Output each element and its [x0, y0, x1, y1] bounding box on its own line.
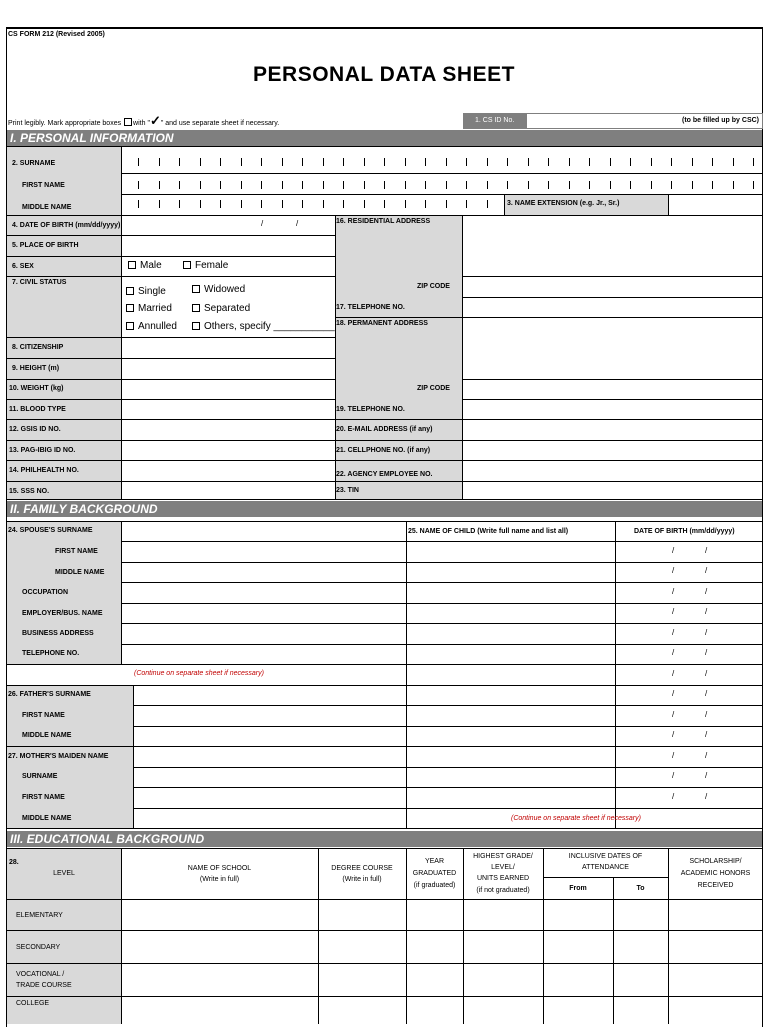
weight-field[interactable]	[122, 380, 335, 399]
section-family-background: II. FAMILY BACKGROUND	[7, 501, 762, 517]
label-height: 9. HEIGHT (m)	[12, 365, 60, 372]
label-zip-1: ZIP CODE	[417, 283, 450, 290]
email-field[interactable]	[463, 420, 763, 440]
label-occupation: OCCUPATION	[22, 589, 69, 596]
label-first-name: FIRST NAME	[22, 182, 65, 189]
checkbox-icon	[126, 322, 134, 330]
edu-inclusive-1: INCLUSIVE DATES OF	[568, 853, 643, 860]
edu-number: 28.	[9, 859, 19, 866]
child-name-header: 25. NAME OF CHILD (Write full name and list all)	[408, 528, 569, 535]
gsis-field[interactable]	[122, 420, 335, 440]
edu-degree-header: DEGREE COURSE	[331, 865, 393, 872]
edu-year-header-2: GRADUATED	[412, 870, 457, 877]
date-slash: /	[705, 628, 708, 637]
csc-note: (to be filled up by CSC)	[682, 117, 759, 124]
date-slash: /	[672, 792, 675, 801]
label-surname: 2. SURNAME	[12, 160, 56, 167]
checkbox-icon	[126, 287, 134, 295]
page-title: PERSONAL DATA SHEET	[253, 63, 515, 86]
pagibig-field[interactable]	[122, 441, 335, 460]
label-column-right	[335, 215, 462, 499]
date-slash: /	[705, 689, 708, 698]
checkbox-icon	[192, 322, 200, 330]
label-dob: 4. DATE OF BIRTH (mm/dd/yyyy)	[12, 222, 121, 229]
instruction-post: " and use separate sheet if necessary.	[160, 120, 280, 127]
label-spouse-surname: 24. SPOUSE'S SURNAME	[8, 527, 93, 534]
checkbox-icon	[128, 261, 136, 269]
sss-field[interactable]	[122, 482, 335, 499]
label-father-first-name: FIRST NAME	[22, 712, 65, 719]
label-telephone-1: 17. TELEPHONE NO.	[336, 304, 405, 311]
telephone-2-field[interactable]	[463, 400, 763, 419]
instruction-mid: with "	[133, 120, 150, 127]
residential-address-field[interactable]	[463, 216, 763, 276]
date-slash: /	[705, 771, 708, 780]
label-agency-employee-no: 22. AGENCY EMPLOYEE NO.	[336, 471, 433, 478]
cs-single-option[interactable]	[126, 286, 166, 298]
edu-hg-4: (if not graduated)	[476, 887, 530, 894]
edu-inclusive-2: ATTENDANCE	[582, 864, 629, 871]
label-mother-first-name: FIRST NAME	[22, 794, 65, 801]
date-slash: /	[672, 648, 675, 657]
cs-id-label: 1. CS ID No.	[475, 117, 515, 124]
date-slash: /	[672, 607, 675, 616]
checkbox-icon	[192, 304, 200, 312]
checkbox-icon	[126, 304, 134, 312]
blood-type-field[interactable]	[122, 400, 335, 419]
label-gsis: 12. GSIS ID NO.	[9, 426, 61, 433]
edu-row-vocational-1: VOCATIONAL /	[16, 971, 65, 978]
date-slash: /	[672, 546, 675, 555]
edu-row-college: COLLEGE	[16, 1000, 50, 1007]
label-email: 20. E-MAIL ADDRESS (if any)	[336, 426, 433, 433]
checkbox-icon	[192, 285, 200, 293]
continue-note-1: (Continue on separate sheet if necessary)	[134, 670, 264, 677]
philhealth-field[interactable]	[122, 461, 335, 481]
label-mother-maiden-name: 27. MOTHER'S MAIDEN NAME	[8, 753, 109, 760]
edu-row-secondary: SECONDARY	[16, 944, 61, 951]
cellphone-field[interactable]	[463, 441, 763, 460]
permanent-address-field[interactable]	[463, 318, 763, 379]
instruction-pre: Print legibly. Mark appropriate boxes	[8, 120, 122, 127]
label-cellphone: 21. CELLPHONE NO. (if any)	[336, 447, 431, 454]
date-slash: /	[705, 792, 708, 801]
edu-row-elementary: ELEMENTARY	[16, 912, 63, 919]
continue-note-2: (Continue on separate sheet if necessary)	[511, 815, 641, 822]
edu-degree-sub: (Write in full)	[342, 876, 382, 883]
label-mother-middle-name: MIDDLE NAME	[22, 815, 72, 822]
first-name-input[interactable]	[138, 181, 768, 189]
cs-married-label: Married	[138, 303, 172, 314]
label-business-address: BUSINESS ADDRESS	[22, 630, 94, 637]
sex-male-label: Male	[140, 260, 162, 271]
label-spouse-first-name: FIRST NAME	[55, 548, 98, 555]
edu-school-sub: (Write in full)	[199, 876, 240, 883]
section-personal-information: I. PERSONAL INFORMATION	[7, 130, 762, 146]
child-dob-header: DATE OF BIRTH (mm/dd/yyyy)	[634, 528, 735, 535]
date-slash: /	[672, 566, 675, 575]
cs-widowed-label: Widowed	[204, 284, 246, 295]
sex-female-option[interactable]	[183, 260, 228, 272]
label-permanent-address: 18. PERMANENT ADDRESS	[336, 320, 428, 327]
label-citizenship: 8. CITIZENSHIP	[12, 344, 64, 351]
telephone-1-field[interactable]	[463, 298, 763, 317]
section-educational-background: III. EDUCATIONAL BACKGROUND	[7, 831, 762, 847]
edu-school-header: NAME OF SCHOOL	[187, 865, 252, 872]
label-name-extension: 3. NAME EXTENSION (e.g. Jr., Sr.)	[507, 200, 620, 207]
cs-widowed-option[interactable]	[192, 284, 245, 296]
label-spouse-middle-name: MIDDLE NAME	[55, 569, 105, 576]
edu-hg-1: HIGHEST GRADE/	[473, 853, 533, 860]
edu-row-vocational-2: TRADE COURSE	[16, 982, 72, 989]
edu-scholarship-1: SCHOLARSHIP/	[689, 858, 742, 865]
cs-annulled-option[interactable]	[126, 321, 177, 333]
label-mother-surname: SURNAME	[22, 773, 58, 780]
dob-field[interactable]	[122, 216, 335, 235]
label-civil-status: 7. CIVIL STATUS	[12, 279, 67, 286]
label-weight: 10. WEIGHT (kg)	[9, 385, 64, 392]
date-slash: /	[705, 607, 708, 616]
cs-others-option[interactable]	[192, 321, 335, 333]
date-slash: /	[672, 628, 675, 637]
date-slash: /	[672, 751, 675, 760]
date-slash: /	[705, 751, 708, 760]
label-blood-type: 11. BLOOD TYPE	[9, 406, 66, 413]
date-slash: /	[705, 648, 708, 657]
edu-level-header: LEVEL	[53, 870, 75, 877]
instruction-line	[8, 113, 280, 129]
date-slash: /	[672, 730, 675, 739]
place-of-birth-field[interactable]	[122, 236, 335, 256]
date-slash: /	[672, 669, 675, 678]
cs-married-option[interactable]	[126, 303, 172, 315]
label-zip-2: ZIP CODE	[417, 385, 450, 392]
checkbox-sample-icon	[124, 118, 132, 126]
edu-hg-3: UNITS EARNED	[476, 875, 530, 882]
form-code: CS FORM 212 (Revised 2005)	[8, 31, 105, 38]
date-slash: /	[705, 566, 708, 575]
middle-name-input[interactable]	[138, 200, 507, 208]
edu-to-header: To	[636, 885, 645, 892]
label-tin: 23. TIN	[336, 487, 359, 494]
date-slash: /	[672, 771, 675, 780]
label-philhealth: 14. PHILHEALTH NO.	[9, 467, 79, 474]
zip-2-field[interactable]	[463, 380, 763, 399]
cs-annulled-label: Annulled	[138, 321, 177, 332]
label-middle-name: MIDDLE NAME	[22, 204, 72, 211]
label-sex: 6. SEX	[12, 263, 34, 270]
date-slash: /	[705, 730, 708, 739]
surname-input[interactable]	[138, 158, 768, 166]
edu-from-header: From	[569, 885, 587, 892]
edu-year-header-1: YEAR	[424, 858, 445, 865]
label-column-left-2	[7, 215, 121, 499]
agency-employee-field[interactable]	[463, 461, 763, 481]
label-sss: 15. SSS NO.	[9, 488, 50, 495]
date-slash: /	[672, 689, 675, 698]
edu-year-header-3: (if graduated)	[413, 882, 456, 889]
tin-field[interactable]	[463, 482, 763, 499]
label-telephone-2: 19. TELEPHONE NO.	[336, 406, 405, 413]
label-father-surname: 26. FATHER'S SURNAME	[8, 691, 91, 698]
label-residential-address: 16. RESIDENTIAL ADDRESS	[336, 218, 431, 225]
label-employer: EMPLOYER/BUS. NAME	[22, 610, 103, 617]
sex-female-label: Female	[195, 260, 229, 271]
label-pagibig: 13. PAG-IBIG ID NO.	[9, 447, 76, 454]
edu-scholarship-2: ACADEMIC HONORS	[680, 870, 751, 877]
cs-others-label: Others, specify ___________	[204, 321, 335, 332]
dob-slash-1: /	[261, 219, 264, 228]
cs-single-label: Single	[138, 286, 166, 297]
zip-1-field[interactable]	[463, 277, 763, 297]
edu-hg-2: LEVEL/	[491, 864, 515, 871]
dob-slash-2: /	[296, 219, 299, 228]
date-slash: /	[705, 710, 708, 719]
citizenship-field[interactable]	[122, 338, 335, 358]
cs-separated-option[interactable]	[192, 303, 250, 315]
label-place-of-birth: 5. PLACE OF BIRTH	[12, 242, 79, 249]
height-field[interactable]	[122, 359, 335, 379]
edu-scholarship-3: RECEIVED	[697, 882, 734, 889]
sex-male-option[interactable]	[128, 260, 162, 272]
checkmark-icon: ✓	[149, 113, 161, 128]
checkbox-icon	[183, 261, 191, 269]
label-father-middle-name: MIDDLE NAME	[22, 732, 72, 739]
label-telephone: TELEPHONE NO.	[22, 650, 80, 657]
date-slash: /	[672, 587, 675, 596]
date-slash: /	[705, 669, 708, 678]
date-slash: /	[705, 546, 708, 555]
date-slash: /	[705, 587, 708, 596]
cs-separated-label: Separated	[204, 303, 251, 314]
date-slash: /	[672, 710, 675, 719]
